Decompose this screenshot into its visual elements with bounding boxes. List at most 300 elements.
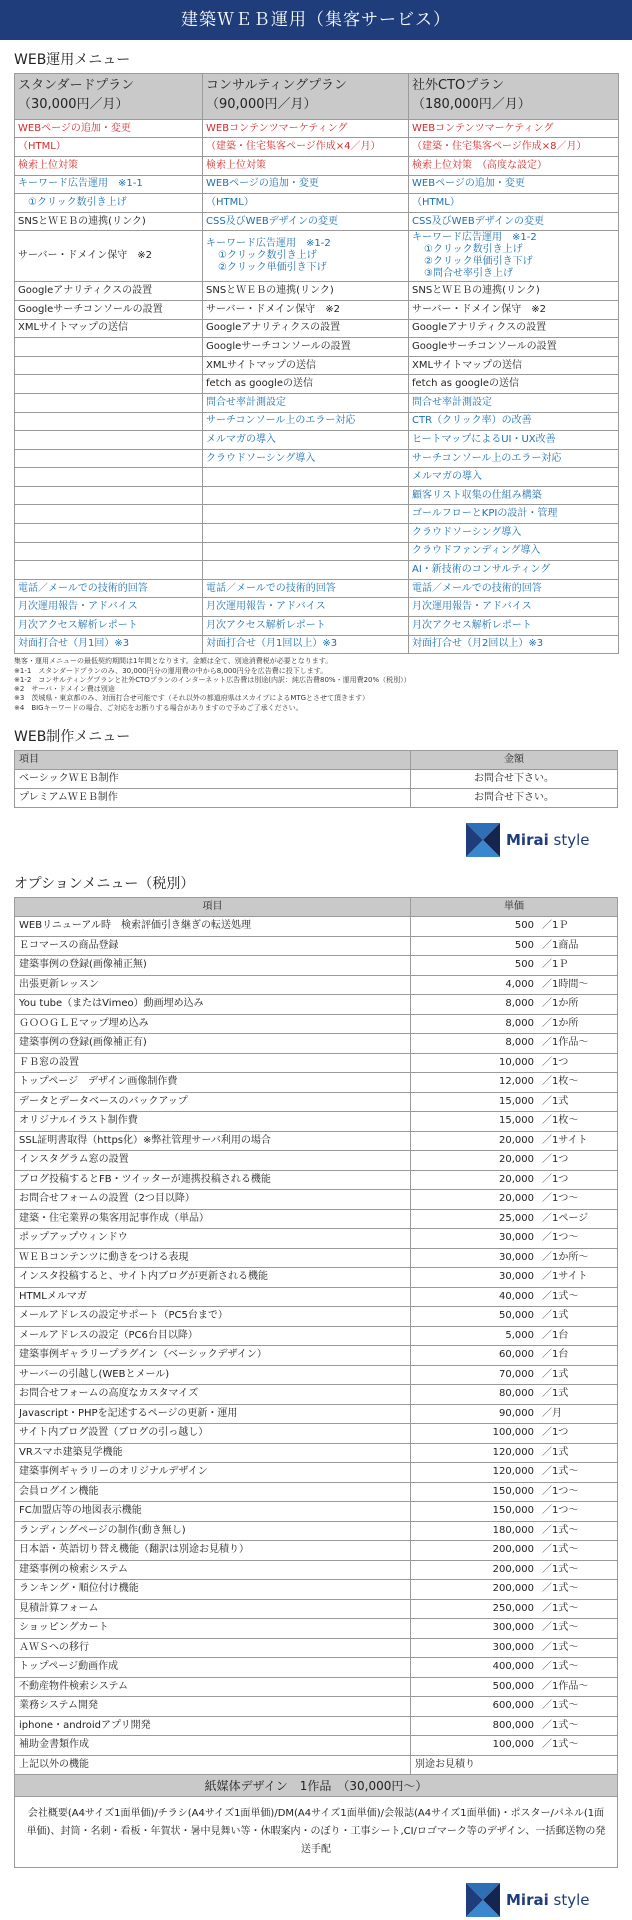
plan-cell [203,524,409,543]
option-price-amount: 50,000 [499,1310,534,1322]
option-item: 業務システム開発 [15,1697,411,1717]
option-row [15,1034,618,1054]
plan-row [15,393,619,412]
option-price-amount: 15,000 [499,1115,534,1127]
option-price-amount: 15,000 [499,1095,534,1107]
plan-cell: （HTML） [203,194,409,213]
plan-cell [15,393,203,412]
option-price-unit: ／1つ [542,1154,569,1166]
option-row [15,1092,618,1112]
option-row [15,1560,618,1580]
option-item: 建築事例ギャラリープラグイン（ベーシックデザイン） [15,1346,411,1366]
option-item: 建築事例の登録(画像補正有) [15,1034,411,1054]
plan-cell: 月次運用報告・アドバイス [15,598,203,617]
option-price [411,1073,618,1093]
option-price-amount: 12,000 [499,1076,534,1088]
plan-row [15,598,619,617]
option-price-unit: ／1式～ [542,1524,579,1536]
plan-cell: Googleサーチコンソールの設置 [409,338,619,357]
option-price: 別途お見積り [411,1755,618,1775]
option-price-amount: 500 [514,959,534,971]
plan-row [15,138,619,157]
option-row [15,1599,618,1619]
plan-cell: サーチコンソール上のエラー対応 [203,412,409,431]
option-item: 不動産物件検索システム [15,1677,411,1697]
plan-cell: 月次運用報告・アドバイス [409,598,619,617]
plan-cell: 月次アクセス解析レポート [203,617,409,636]
plan-cell: サーバー・ドメイン保守 ※2 [15,231,203,282]
option-price [411,1424,618,1444]
production-row: プレミアムＷＥＢ制作 お問合せ下さい。 [15,788,618,807]
option-item: トップページ動画作成 [15,1658,411,1678]
plans-notes [14,657,618,713]
option-price [411,1190,618,1210]
option-price-unit: ／1つ～ [542,1505,579,1517]
plan-cell [15,468,203,487]
options-header-item: 項目 [15,897,411,917]
option-item: Ｅコマースの商品登録 [15,936,411,956]
option-item: WEBリニューアル時 検索評価引き継ぎの転送処理 [15,917,411,937]
option-item: トップページ デザイン画像制作費 [15,1073,411,1093]
option-price-amount: 20,000 [499,1193,534,1205]
option-price-unit: ／1台 [542,1349,569,1361]
option-price-amount: 25,000 [499,1212,534,1224]
plan-cell [15,449,203,468]
option-row [15,1073,618,1093]
plan-cell: キーワード広告運用 ※1-2 ①クリック数引き上げ ②クリック単価引き下げ [203,231,409,282]
option-price-amount: 120,000 [492,1446,534,1458]
option-price-amount: 10,000 [499,1056,534,1068]
option-price-unit: ／1ページ [542,1212,589,1224]
option-price [411,917,618,937]
option-price-amount: 60,000 [499,1349,534,1361]
option-row [15,1619,618,1639]
option-row [15,1131,618,1151]
plan-cell: サーチコンソール上のエラー対応 [409,449,619,468]
plan-row [15,338,619,357]
plan-row [15,300,619,319]
option-price [411,1736,618,1756]
option-price-unit: ／1つ [542,1427,569,1439]
option-row [15,1268,618,1288]
option-price [411,1658,618,1678]
option-price [411,936,618,956]
plan-cell: WEBコンテンツマーケティング [203,119,409,138]
option-price [411,1014,618,1034]
page-title: 建築ＷＥＢ運用（集客サービス） [181,9,451,30]
option-price [411,1521,618,1541]
option-price-unit: ／1か所 [542,1017,579,1029]
option-row [15,1521,618,1541]
option-row [15,1443,618,1463]
option-row [15,1229,618,1249]
option-item: FC加盟店等の地図表示機能 [15,1502,411,1522]
options-header-price: 単価 [411,897,618,917]
option-price-unit: ／1か所 [542,998,579,1010]
option-price-amount: 200,000 [492,1544,534,1556]
option-item: 建築事例の検索システム [15,1560,411,1580]
option-price-amount: 5,000 [505,1329,534,1341]
option-price-unit: ／1式～ [542,1719,579,1731]
option-price-unit: ／1作品～ [542,1037,589,1049]
plan-row [15,635,619,654]
plan-cell: Googleサーチコンソールの設置 [15,300,203,319]
option-price-unit: ／1式～ [542,1290,579,1302]
production-table [14,750,618,808]
options-table [14,897,618,1776]
plan-cell: fetch as googleの送信 [203,375,409,394]
plan-cell: WEBページの追加・変更 [409,175,619,194]
option-price [411,1034,618,1054]
plan-cell: XMLサイトマップの送信 [15,319,203,338]
option-row [15,1326,618,1346]
option-row [15,1541,618,1561]
option-price-amount: 4,000 [505,978,534,990]
plan-note: ※2 サーバ・ドメイン費は別途 [14,685,115,694]
plan-cell [15,412,203,431]
option-item: メールアドレスの設定（PC6台目以降） [15,1326,411,1346]
option-price-unit: ／1つ [542,1173,569,1185]
option-price-unit: ／1式～ [542,1544,579,1556]
option-item: 建築事例の登録(画像補正無) [15,956,411,976]
production-header-price: 金額 [411,750,618,769]
plan-cell: WEBページの追加・変更 [15,119,203,138]
option-row [15,1404,618,1424]
option-item: SSL証明書取得（https化）※弊社管理サーバ利用の場合 [15,1131,411,1151]
plan-header-standard: スタンダードプラン （30,000円／月） [15,73,203,119]
plan-row [15,468,619,487]
option-price [411,1463,618,1483]
plan-row [15,505,619,524]
plan-cell: 検索上位対策 [203,156,409,175]
plan-cell: サーバー・ドメイン保守 ※2 [203,300,409,319]
plan-cell: 検索上位対策 [15,156,203,175]
plan-cell: 問合せ率計測設定 [409,393,619,412]
option-price-amount: 20,000 [499,1154,534,1166]
option-row [15,1307,618,1327]
plan-cell: メルマガの導入 [203,431,409,450]
option-price [411,1131,618,1151]
option-row [15,917,618,937]
plan-cell: Googleサーチコンソールの設置 [203,338,409,357]
option-item: 補助金書類作成 [15,1736,411,1756]
option-item: 会員ログイン機能 [15,1482,411,1502]
option-price-amount: 8,000 [505,998,534,1010]
option-price-unit: ／1か所～ [542,1251,589,1263]
plan-cell [15,486,203,505]
option-price-amount: 200,000 [492,1563,534,1575]
option-row [15,1716,618,1736]
option-item: サーバーの引越し(WEBとメール) [15,1365,411,1385]
plan-cell: WEBコンテンツマーケティング [409,119,619,138]
plan-cell: （建築・住宅集客ページ作成×4／月） [203,138,409,157]
plan-cell [203,542,409,561]
option-item: ポップアップウィンドウ [15,1229,411,1249]
plan-cell [15,375,203,394]
plan-cell: XMLサイトマップの送信 [409,356,619,375]
option-row [15,1424,618,1444]
option-price [411,1502,618,1522]
option-price-unit: ／1枚～ [542,1115,579,1127]
option-price-unit: ／1式～ [542,1466,579,1478]
plan-cell [15,338,203,357]
option-price-unit: ／1式～ [542,1602,579,1614]
option-price [411,1112,618,1132]
mirai-logo-mark-icon [466,823,500,857]
option-row [15,1014,618,1034]
option-price-amount: 70,000 [499,1368,534,1380]
plan-cell [15,431,203,450]
option-price-unit: ／1つ～ [542,1485,579,1497]
option-row [15,1190,618,1210]
option-price [411,1619,618,1639]
plan-note: ※3 茨城県・東京都のみ、対面打合せ可能です（それ以外の都道府県はスカイプによるMTGとさせて頂きます） [14,694,370,703]
option-price-amount: 500 [514,920,534,932]
option-price-unit: ／1式～ [542,1700,579,1712]
option-row [15,936,618,956]
option-row [15,975,618,995]
option-price-unit: ／1式～ [542,1739,579,1751]
option-price [411,1307,618,1327]
option-price [411,1541,618,1561]
production-header-row [15,750,618,769]
plan-row [15,561,619,580]
option-price-amount: 8,000 [505,1017,534,1029]
option-price-unit: ／1サイト [542,1271,588,1283]
option-price-amount: 300,000 [492,1641,534,1653]
plan-cell: 電話／メールでの技術的回答 [409,579,619,598]
option-price [411,1482,618,1502]
plan-cell: クラウドソーシング導入 [409,524,619,543]
plan-cell [15,561,203,580]
plan-cell: SNSとＷＥＢの連携(リンク) [409,282,619,301]
option-price-amount: 40,000 [499,1290,534,1302]
option-price-unit: ／1Ｐ [542,920,569,932]
option-price-amount: 250,000 [492,1602,534,1614]
option-price [411,1151,618,1171]
plan-cell [203,505,409,524]
plan-cell: クラウドファンディング導入 [409,542,619,561]
option-price [411,1580,618,1600]
option-price-amount: 400,000 [492,1661,534,1673]
option-price [411,1346,618,1366]
plan-cell: 対面打合せ（月2回以上）※3 [409,635,619,654]
plan-cell: 月次アクセス解析レポート [409,617,619,636]
option-price-amount: 300,000 [492,1622,534,1634]
option-row [15,1385,618,1405]
option-item: お問合せフォームの設置（2つ目以降） [15,1190,411,1210]
option-price-amount: 80,000 [499,1388,534,1400]
option-price [411,1209,618,1229]
option-item: サイト内ブログ設置（ブログの引っ越し） [15,1424,411,1444]
option-price-unit: ／1作品～ [542,1680,589,1692]
option-price-amount: 20,000 [499,1134,534,1146]
plan-cell: Googleアナリティクスの設置 [203,319,409,338]
option-price [411,1599,618,1619]
plan-cell: 対面打合せ（月1回以上）※3 [203,635,409,654]
plan-row [15,617,619,636]
option-price-amount: 500 [514,939,534,951]
option-row [15,995,618,1015]
option-price [411,1443,618,1463]
option-price-amount: 30,000 [499,1251,534,1263]
option-price-unit: ／1つ [542,1056,569,1068]
plan-note: ※1-1 スタンダードプランのみ、30,000円分の運用費の中から8,000円分を広告費に投下します。 [14,666,328,675]
option-item: ブログ投稿するとFB・ツイッターが連携投稿される機能 [15,1170,411,1190]
option-price [411,1248,618,1268]
option-price [411,1229,618,1249]
option-row [15,1209,618,1229]
plan-cell: XMLサイトマップの送信 [203,356,409,375]
option-item: 建築・住宅業界の集客用記事作成（単品） [15,1209,411,1229]
plan-row [15,412,619,431]
option-item: VRスマホ建築見学機能 [15,1443,411,1463]
plan-cell: 問合せ率計測設定 [203,393,409,412]
option-price-unit: ／1式 [542,1095,569,1107]
print-design-description: 会社概要(A4サイズ1面単価)/チラシ(A4サイズ1面単価)/DM(A4サイズ1面単価)/会報誌(A4サイズ1面単価)・ポスター/パネル(1面単価)、封筒・名刺・看板・年賀状・暑中見舞い等・休暇案内・のぼり・工事シート,CI/ロゴマーク等のデザイン、一括郵送物の発送手配 [14,1797,618,1868]
plan-row [15,375,619,394]
mirai-style-logo-bottom: Mirai style [466,1880,632,1920]
options-header-row [15,897,618,917]
option-price [411,1326,618,1346]
plan-row [15,524,619,543]
option-item: メールアドレスの設定サポート（PC5台まで） [15,1307,411,1327]
option-price-unit: ／1式 [542,1310,569,1322]
plan-row [15,486,619,505]
option-price-amount: 180,000 [492,1524,534,1536]
plans-table [14,73,619,654]
option-price-unit: ／1つ～ [542,1193,579,1205]
option-price-amount: 150,000 [492,1505,534,1517]
plan-row [15,449,619,468]
mirai-logo-mark-icon [466,1883,500,1917]
plan-row [15,282,619,301]
option-price-unit: ／1つ～ [542,1232,579,1244]
option-price [411,1677,618,1697]
option-price [411,1268,618,1288]
mirai-style-logo: Mirai style [466,820,632,860]
plan-row [15,156,619,175]
plan-row [15,194,619,213]
plan-cell: 電話／メールでの技術的回答 [203,579,409,598]
option-price-unit: ／1式 [542,1368,569,1380]
plan-cell: 月次運用報告・アドバイス [203,598,409,617]
plan-cell: （建築・住宅集客ページ作成×8／月） [409,138,619,157]
option-price-amount: 200,000 [492,1583,534,1595]
plan-cell [203,468,409,487]
option-price [411,1404,618,1424]
plan-cell: 顧客リスト収集の仕組み構築 [409,486,619,505]
option-row [15,1346,618,1366]
plan-cell: CTR（クリック率）の改善 [409,412,619,431]
option-row [15,956,618,976]
plan-cell: Googleアナリティクスの設置 [15,282,203,301]
plan-cell: Googleアナリティクスの設置 [409,319,619,338]
option-item: ＡＷＳへの移行 [15,1638,411,1658]
plan-cell: 対面打合せ（月1回）※3 [15,635,203,654]
option-price-unit: ／1式 [542,1388,569,1400]
plan-cell [203,561,409,580]
option-price-unit: ／1式～ [542,1563,579,1575]
option-row [15,1463,618,1483]
option-row [15,1365,618,1385]
option-price-unit: ／月 [542,1407,562,1419]
plan-cell: CSS及びWEBデザインの変更 [409,212,619,231]
option-item: オリジナルイラスト制作費 [15,1112,411,1132]
option-price-amount: 90,000 [499,1407,534,1419]
option-price [411,1638,618,1658]
option-item: ＦＢ窓の設置 [15,1053,411,1073]
option-price [411,1697,618,1717]
option-row [15,1677,618,1697]
plan-row [15,431,619,450]
plan-cell [15,356,203,375]
plans-section-title: WEB運用メニュー [14,52,131,68]
option-item: お問合せフォームの高度なカスタマイズ [15,1385,411,1405]
option-price-amount: 30,000 [499,1232,534,1244]
plan-cell: fetch as googleの送信 [409,375,619,394]
option-price [411,975,618,995]
page-header [0,0,632,40]
option-price-unit: ／1式～ [542,1661,579,1673]
option-row [15,1638,618,1658]
option-item: You tube（またはVimeo）動画埋め込み [15,995,411,1015]
plan-row [15,119,619,138]
options-section-title: オプションメニュー（税別） [14,875,195,892]
option-price [411,1170,618,1190]
plan-cell [15,505,203,524]
option-price-amount: 100,000 [492,1427,534,1439]
option-row [15,1170,618,1190]
option-price-unit: ／1式～ [542,1622,579,1634]
option-price-amount: 20,000 [499,1173,534,1185]
option-row [15,1287,618,1307]
option-row [15,1658,618,1678]
option-price-unit: ／1台 [542,1329,569,1341]
plan-cell: サーバー・ドメイン保守 ※2 [409,300,619,319]
option-price-unit: ／1時間～ [542,978,589,990]
plan-cell: AI・新技術のコンサルティング [409,561,619,580]
option-price [411,1385,618,1405]
plan-cell: CSS及びWEBデザインの変更 [203,212,409,231]
plan-cell: ①クリック数引き上げ [15,194,203,213]
option-price [411,1716,618,1736]
option-item: データとデータベースのバックアップ [15,1092,411,1112]
plan-cell: 電話／メールでの技術的回答 [15,579,203,598]
option-item: インスタグラム窓の設置 [15,1151,411,1171]
plan-row [15,175,619,194]
plan-cell: ヒートマップによるUI・UX改善 [409,431,619,450]
option-price [411,1560,618,1580]
plan-note: 集客・運用メニューの最低契約期間は1年間となります。金額は全て、別途消費税が必要となります。 [14,657,333,666]
option-price-amount: 30,000 [499,1271,534,1283]
plan-note: ※1-2 コンサルティングプランと社外CTOプランのインターネット広告費は別途(内訳：純広告費80%・運用費20%（税別）） [14,675,411,684]
plan-cell: 検索上位対策 （高度な設定） [409,156,619,175]
plan-row [15,542,619,561]
option-row [15,1248,618,1268]
option-item: Javascript・PHPを記述するページの更新・運用 [15,1404,411,1424]
option-row [15,1580,618,1600]
option-row [15,1151,618,1171]
plan-cell: WEBページの追加・変更 [203,175,409,194]
plan-cell: クラウドソーシング導入 [203,449,409,468]
option-price [411,956,618,976]
production-header-item: 項目 [15,750,411,769]
option-price [411,995,618,1015]
option-price-amount: 8,000 [505,1037,534,1049]
option-price-unit: ／1商品 [542,939,579,951]
plan-cell: キーワード広告運用 ※1-2 ①クリック数引き上げ ②クリック単価引き下げ ③問合せ率引き上げ [409,231,619,282]
